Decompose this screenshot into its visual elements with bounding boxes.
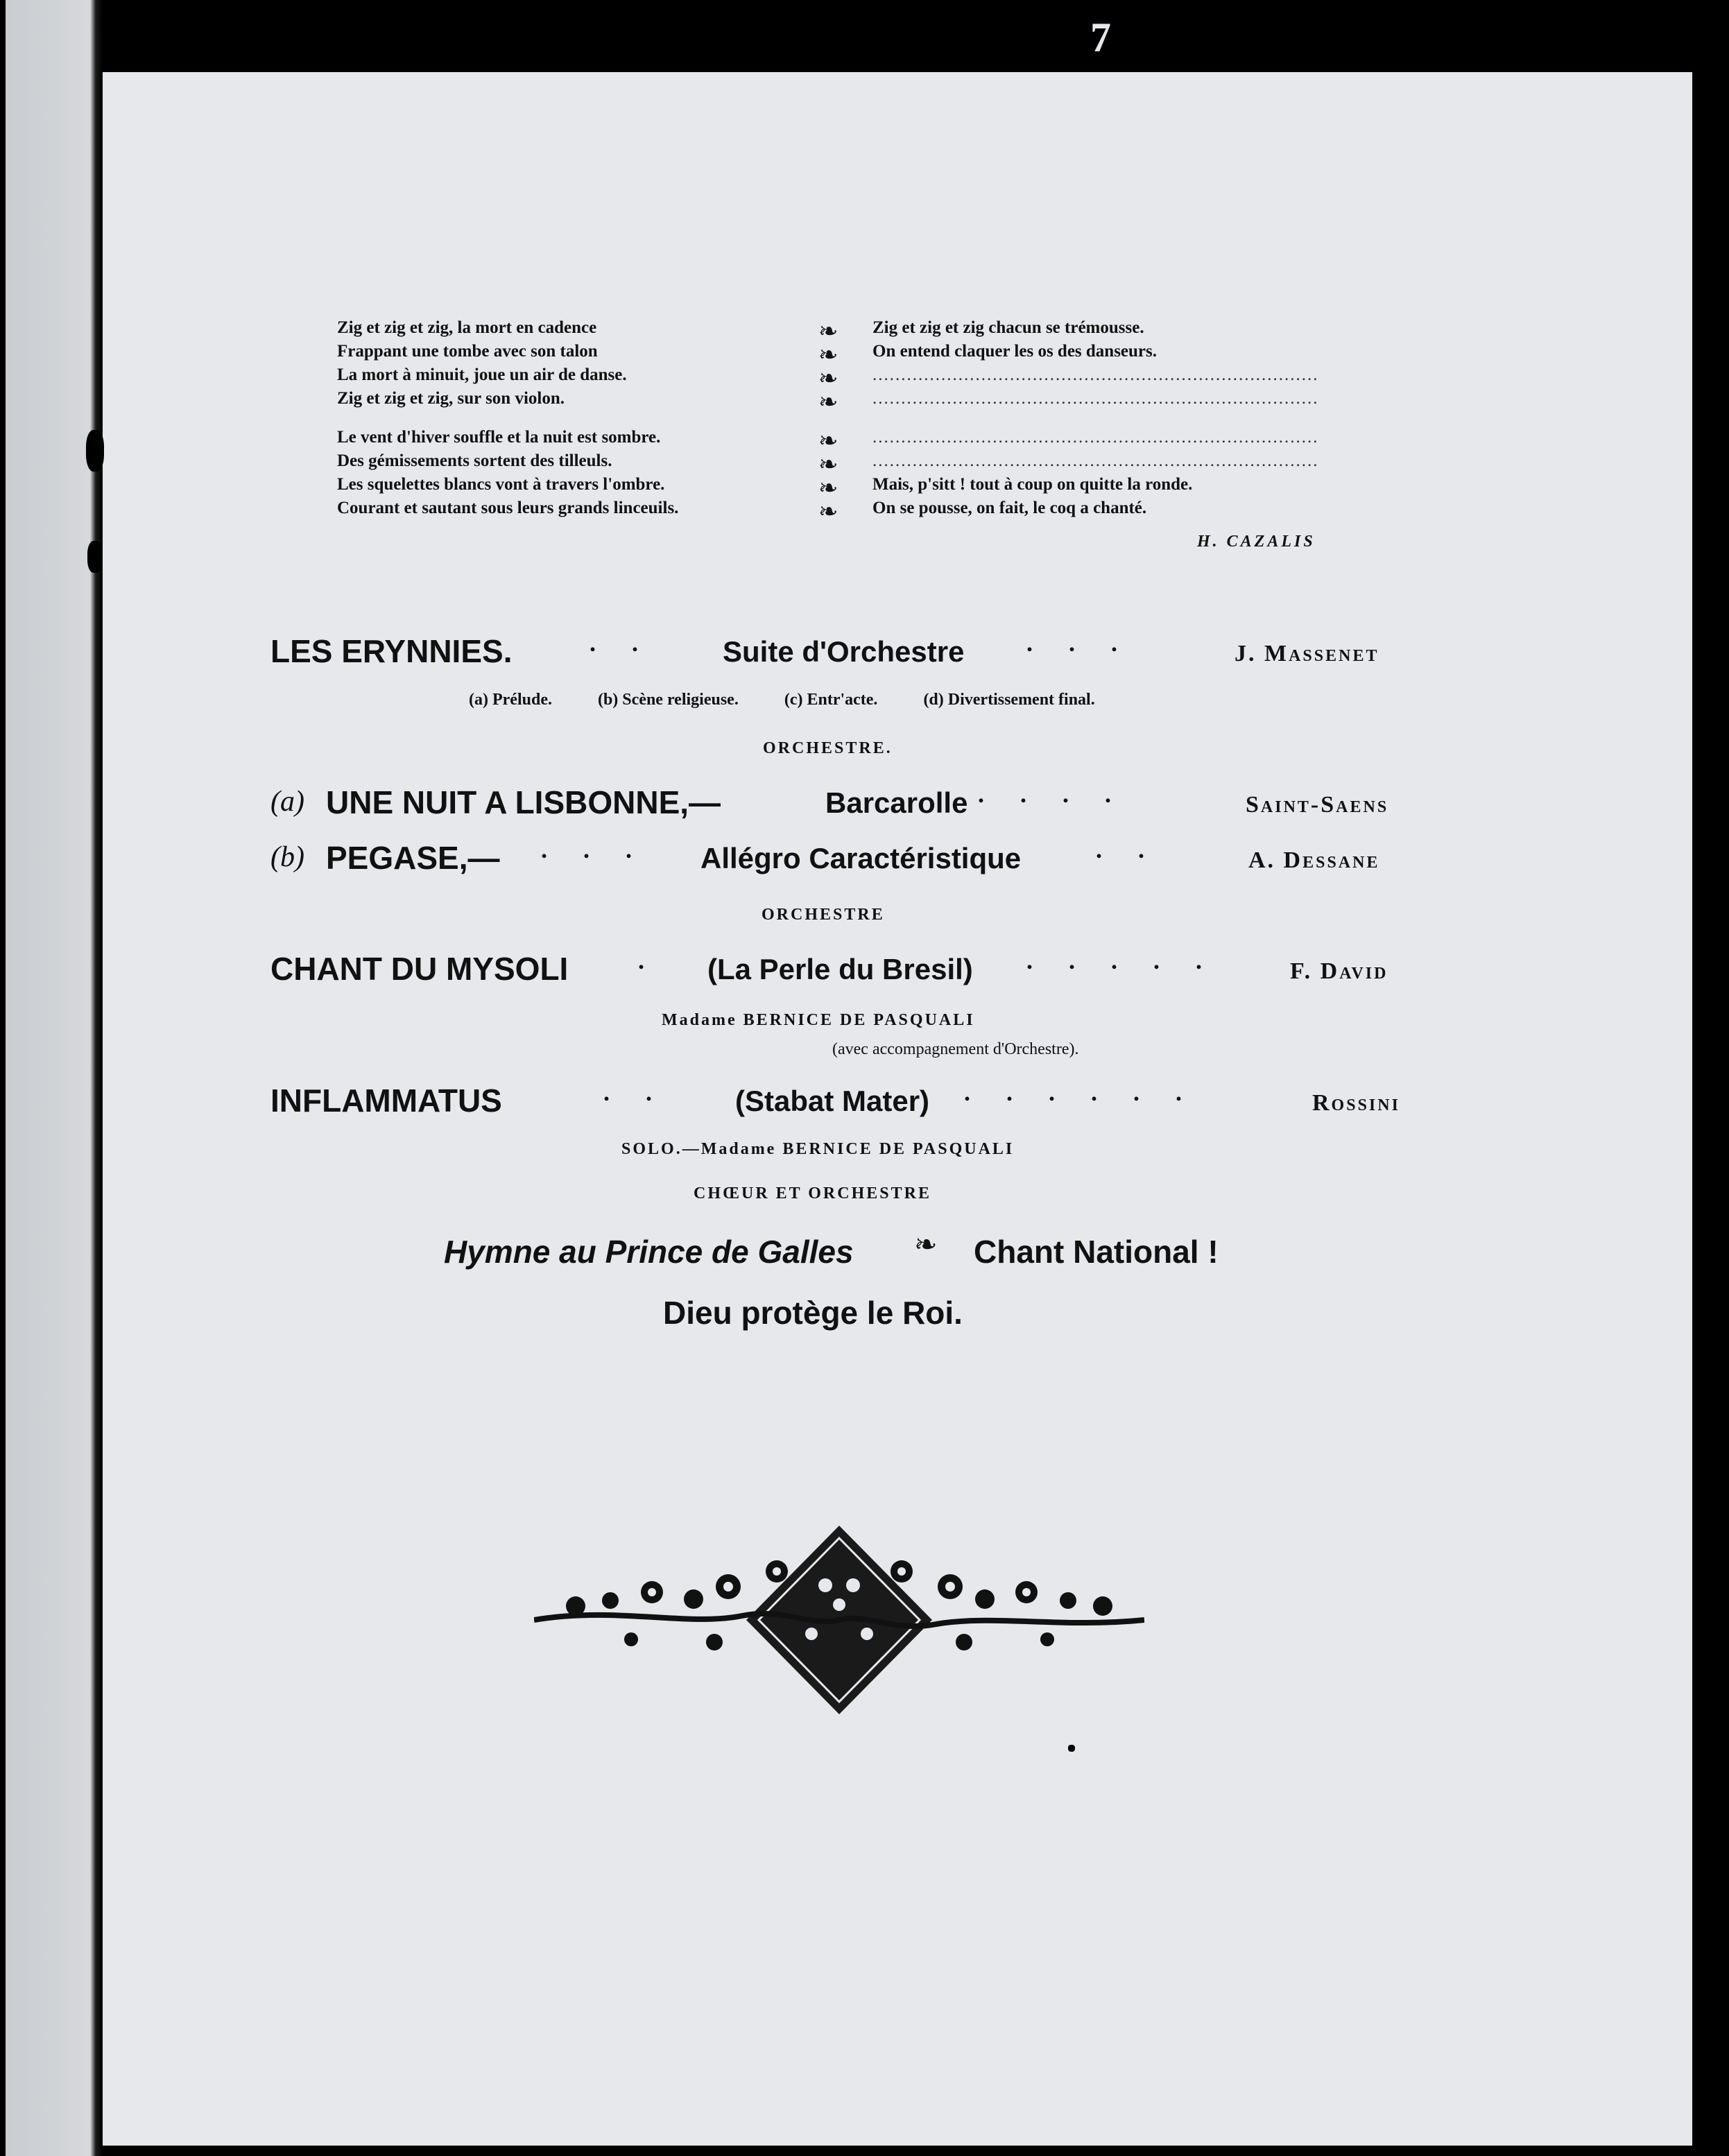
fleuron-icon: ❧ bbox=[818, 366, 838, 392]
piece-title: LES ERYNNIES. bbox=[270, 633, 513, 669]
fleuron-icon: ❧ bbox=[818, 499, 838, 525]
elision-dots: .............................................................................. bbox=[872, 428, 1319, 447]
movement-list bbox=[469, 691, 1137, 709]
poem-line: Des gémissements sortent des tilleuls. bbox=[337, 451, 612, 470]
composer: Rossini bbox=[1312, 1090, 1400, 1116]
poem-line: Les squelettes blancs vont à travers l'ombre. bbox=[337, 475, 665, 494]
floral-ornament bbox=[534, 1523, 1144, 1717]
program-item-inflammatus bbox=[270, 1078, 1415, 1123]
poem-signature: H. CAZALIS bbox=[1197, 533, 1316, 551]
hymn-title: Hymne au Prince de Galles bbox=[444, 1234, 854, 1270]
fleuron-icon: ❧ bbox=[818, 476, 838, 501]
performer: CHŒUR ET ORCHESTRE bbox=[694, 1184, 931, 1202]
program-item-pegase bbox=[270, 836, 1415, 881]
poem-line: La mort à minuit, joue un air de danse. bbox=[337, 365, 627, 384]
poem-line: Courant et sautant sous leurs grands linceuils. bbox=[337, 499, 679, 517]
poem-line: Zig et zig et zig, la mort en cadence bbox=[337, 318, 597, 337]
composer: F. David bbox=[1290, 958, 1388, 984]
program-item-mysoli bbox=[270, 947, 1415, 992]
piece-form: (La Perle du Bresil) bbox=[707, 953, 973, 985]
performer: ORCHESTRE bbox=[762, 906, 885, 924]
fleuron-column bbox=[818, 320, 846, 524]
composer: J. Massenet bbox=[1235, 641, 1379, 666]
piece-prefix: (b) bbox=[270, 841, 304, 873]
dot-leader: . bbox=[638, 947, 680, 974]
poem-line: Le vent d'hiver souffle et la nuit est sombre. bbox=[337, 428, 661, 447]
hymn-subtitle: Chant National ! bbox=[974, 1234, 1219, 1270]
piece-title: UNE NUIT A LISBONNE,— bbox=[326, 784, 721, 820]
page-number: 7 bbox=[1090, 15, 1111, 60]
poem-right-column bbox=[872, 316, 1319, 520]
poem-line: Zig et zig et zig chacun se trémousse. bbox=[872, 318, 1144, 337]
binding-mark bbox=[87, 541, 103, 573]
book-spine bbox=[0, 0, 103, 2156]
piece-form: Suite d'Orchestre bbox=[723, 635, 965, 668]
piece-title: INFLAMMATUS bbox=[270, 1083, 502, 1119]
poem-line: On se pousse, on fait, le coq a chanté. bbox=[872, 499, 1147, 517]
piece-form: (Stabat Mater) bbox=[735, 1085, 930, 1117]
performer: Madame BERNICE DE PASQUALI bbox=[662, 1011, 975, 1029]
dot-leader: ..... bbox=[1026, 947, 1238, 974]
composer: Saint-Saens bbox=[1246, 792, 1389, 818]
movement: (d) Divertissement final. bbox=[923, 691, 1095, 709]
dot-leader: .. bbox=[603, 1078, 688, 1106]
poem-left-column bbox=[337, 316, 678, 520]
composer: A. Dessane bbox=[1248, 847, 1380, 873]
dot-leader: .. bbox=[590, 629, 674, 657]
fleuron-icon: ❧ bbox=[818, 343, 838, 368]
performance-note: (avec accompagnement d'Orchestre). bbox=[832, 1040, 1079, 1058]
dot-leader: ...... bbox=[964, 1078, 1218, 1106]
poem-line: Frappant une tombe avec son talon bbox=[337, 342, 598, 361]
binding-mark bbox=[86, 430, 104, 472]
dot-leader: .. bbox=[1096, 836, 1180, 863]
dot-leader: ... bbox=[1026, 629, 1153, 657]
movement: (a) Prélude. bbox=[469, 691, 552, 709]
piece-prefix: (a) bbox=[270, 786, 304, 818]
movement: (b) Scène religieuse. bbox=[597, 691, 739, 709]
program-item-lisbonne bbox=[270, 780, 1415, 825]
piece-title: PEGASE,— bbox=[326, 840, 500, 876]
solo-performer: SOLO.—Madame BERNICE DE PASQUALI bbox=[621, 1140, 1015, 1158]
piece-title: CHANT DU MYSOLI bbox=[270, 951, 569, 987]
poem-line: Zig et zig et zig, sur son violon. bbox=[337, 389, 565, 408]
poem-line: On entend claquer les os des danseurs. bbox=[872, 342, 1158, 361]
fleuron-icon: ❧ bbox=[818, 390, 838, 415]
performer: ORCHESTRE. bbox=[763, 739, 893, 757]
fleuron-icon: ❧ bbox=[818, 452, 838, 478]
program-item-erynnies bbox=[270, 629, 1415, 674]
dot-leader: .... bbox=[978, 780, 1147, 808]
elision-dots: .............................................................................. bbox=[872, 451, 1319, 470]
movement: (c) Entr'acte. bbox=[784, 691, 878, 709]
fleuron-icon: ❧ bbox=[914, 1230, 938, 1260]
elision-dots: .............................................................................. bbox=[872, 389, 1319, 408]
closing-anthem: Dieu protège le Roi. bbox=[663, 1295, 963, 1331]
dot-leader: ... bbox=[541, 836, 668, 863]
fleuron-icon: ❧ bbox=[818, 319, 838, 345]
fleuron-icon: ❧ bbox=[818, 429, 838, 454]
piece-form: Barcarolle bbox=[825, 786, 968, 819]
ink-speck bbox=[1068, 1745, 1075, 1752]
elision-dots: .............................................................................. bbox=[872, 365, 1319, 384]
poem-line: Mais, p'sitt ! tout à coup on quitte la ronde. bbox=[872, 475, 1193, 494]
piece-form: Allégro Caractéristique bbox=[700, 842, 1022, 874]
